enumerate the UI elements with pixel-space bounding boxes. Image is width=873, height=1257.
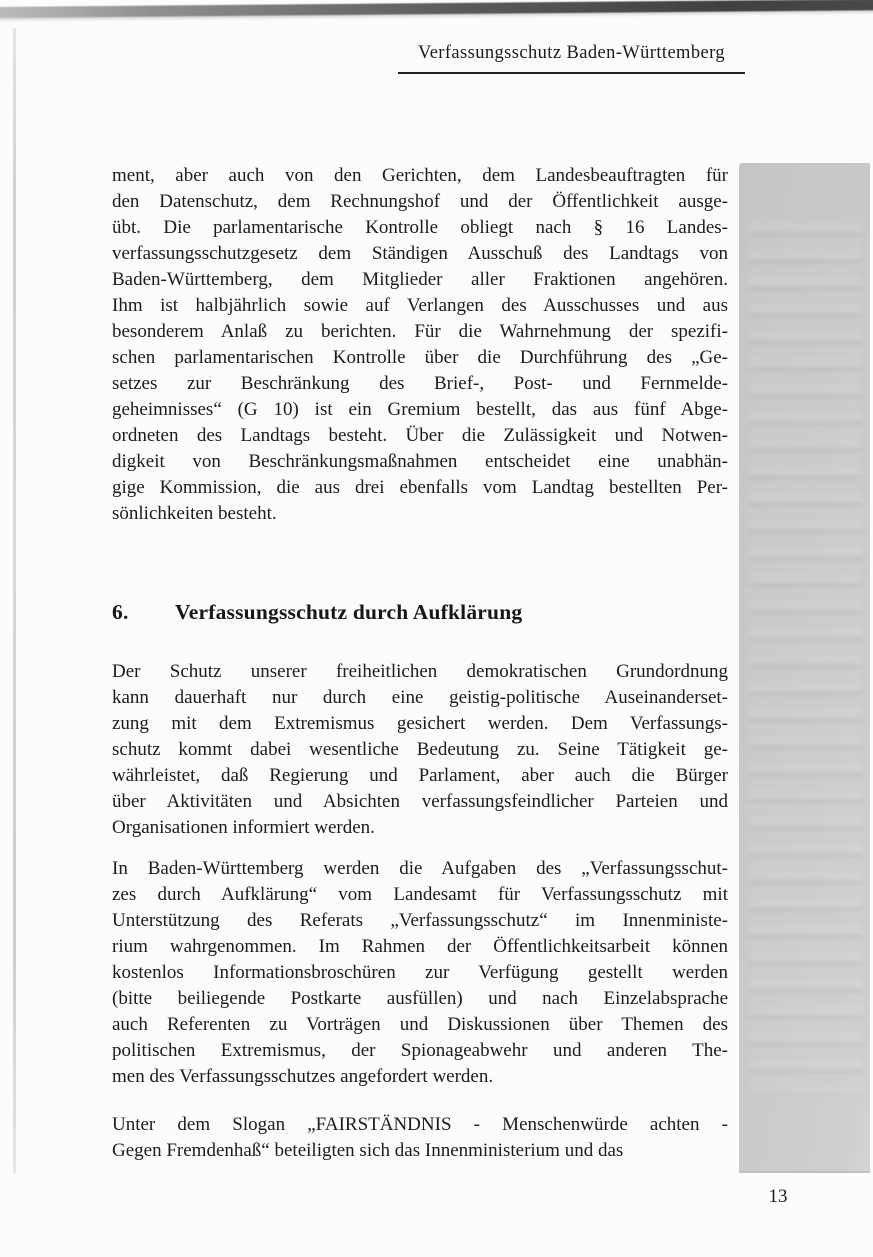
text-line: Gegen Fremdenhaß“ beteiligten sich das Innenministerium und das	[112, 1140, 624, 1161]
text-line: Unter dem Slogan „FAIRSTÄNDNIS - Menschenwürde achten -	[112, 1114, 728, 1135]
section-heading	[112, 600, 728, 625]
text-line: zung mit dem Extremismus gesichert werden. Dem Verfassungs-	[112, 713, 728, 734]
paragraph-public-relations	[112, 856, 728, 1090]
text-line: zes durch Aufklärung“ vom Landesamt für Verfassungsschutz mit	[112, 884, 728, 905]
text-line: schen parlamentarischen Kontrolle über die Durchführung des „Ge-	[112, 347, 728, 368]
text-line: rium wahrgenommen. Im Rahmen der Öffentlichkeitsarbeit können	[112, 936, 728, 957]
text-line: währleistet, daß Regierung und Parlament, aber auch die Bürger	[112, 765, 728, 786]
text-line: den Datenschutz, dem Rechnungshof und der Öffentlichkeit ausge-	[112, 191, 728, 212]
text-line: Der Schutz unserer freiheitlichen demokratischen Grundordnung	[112, 661, 728, 682]
page-number: 13	[768, 1186, 788, 1207]
text-line: Organisationen informiert werden.	[112, 817, 375, 838]
text-line: digkeit von Beschränkungsmaßnahmen entscheidet eine unabhän-	[112, 451, 728, 472]
text-line: Baden-Württemberg, dem Mitglieder aller Fraktionen angehören.	[112, 269, 728, 290]
text-line: ment, aber auch von den Gerichten, dem Landesbeauftragten für	[112, 165, 728, 186]
paragraph-parliamentary-control	[112, 163, 728, 527]
text-line: sönlichkeiten besteht.	[112, 503, 277, 524]
running-header: Verfassungsschutz Baden-Württemberg	[398, 43, 745, 74]
text-line: ordneten des Landtags besteht. Über die Zulässigkeit und Notwen-	[112, 425, 728, 446]
text-line: gige Kommission, die aus drei ebenfalls vom Landtag bestellten Per-	[112, 477, 728, 498]
text-line: verfassungsschutzgesetz dem Ständigen Ausschuß des Landtags von	[112, 243, 728, 264]
scan-fold-line-artifact	[13, 28, 16, 1173]
text-line: auch Referenten zu Vorträgen und Diskussionen über Themen des	[112, 1014, 728, 1035]
paragraph-protection-through-education	[112, 659, 728, 841]
scan-bleed-through-band	[739, 163, 870, 1173]
text-line: besonderem Anlaß zu berichten. Für die Wahrnehmung der spezifi-	[112, 321, 728, 342]
text-line: kann dauerhaft nur durch eine geistig-politische Auseinanderset-	[112, 687, 728, 708]
text-line: geheimnisses“ (G 10) ist ein Gremium bestellt, das aus fünf Abge-	[112, 399, 728, 420]
text-line: Unterstützung des Referats „Verfassungsschutz“ im Innenministe-	[112, 910, 728, 931]
paragraph-fairstaendnis-slogan	[112, 1112, 728, 1164]
text-line: In Baden-Württemberg werden die Aufgaben des „Verfassungsschut-	[112, 858, 728, 879]
text-line: kostenlos Informationsbroschüren zur Verfügung gestellt werden	[112, 962, 728, 983]
scan-top-edge-artifact	[0, 0, 873, 18]
text-line: (bitte beiliegende Postkarte ausfüllen) und nach Einzelabsprache	[112, 988, 728, 1009]
text-line: schutz kommt dabei wesentliche Bedeutung zu. Seine Tätigkeit ge-	[112, 739, 728, 760]
text-line: übt. Die parlamentarische Kontrolle obliegt nach § 16 Landes-	[112, 217, 728, 238]
text-line: über Aktivitäten und Absichten verfassungsfeindlicher Parteien und	[112, 791, 728, 812]
text-line: men des Verfassungsschutzes angefordert werden.	[112, 1066, 494, 1087]
section-number: 6.	[112, 600, 129, 624]
section-title: Verfassungsschutz durch Aufklärung	[175, 600, 523, 624]
text-line: setzes zur Beschränkung des Brief-, Post- und Fernmelde-	[112, 373, 728, 394]
text-line: Ihm ist halbjährlich sowie auf Verlangen des Ausschusses und aus	[112, 295, 728, 316]
text-line: politischen Extremismus, der Spionageabwehr und anderen The-	[112, 1040, 728, 1061]
